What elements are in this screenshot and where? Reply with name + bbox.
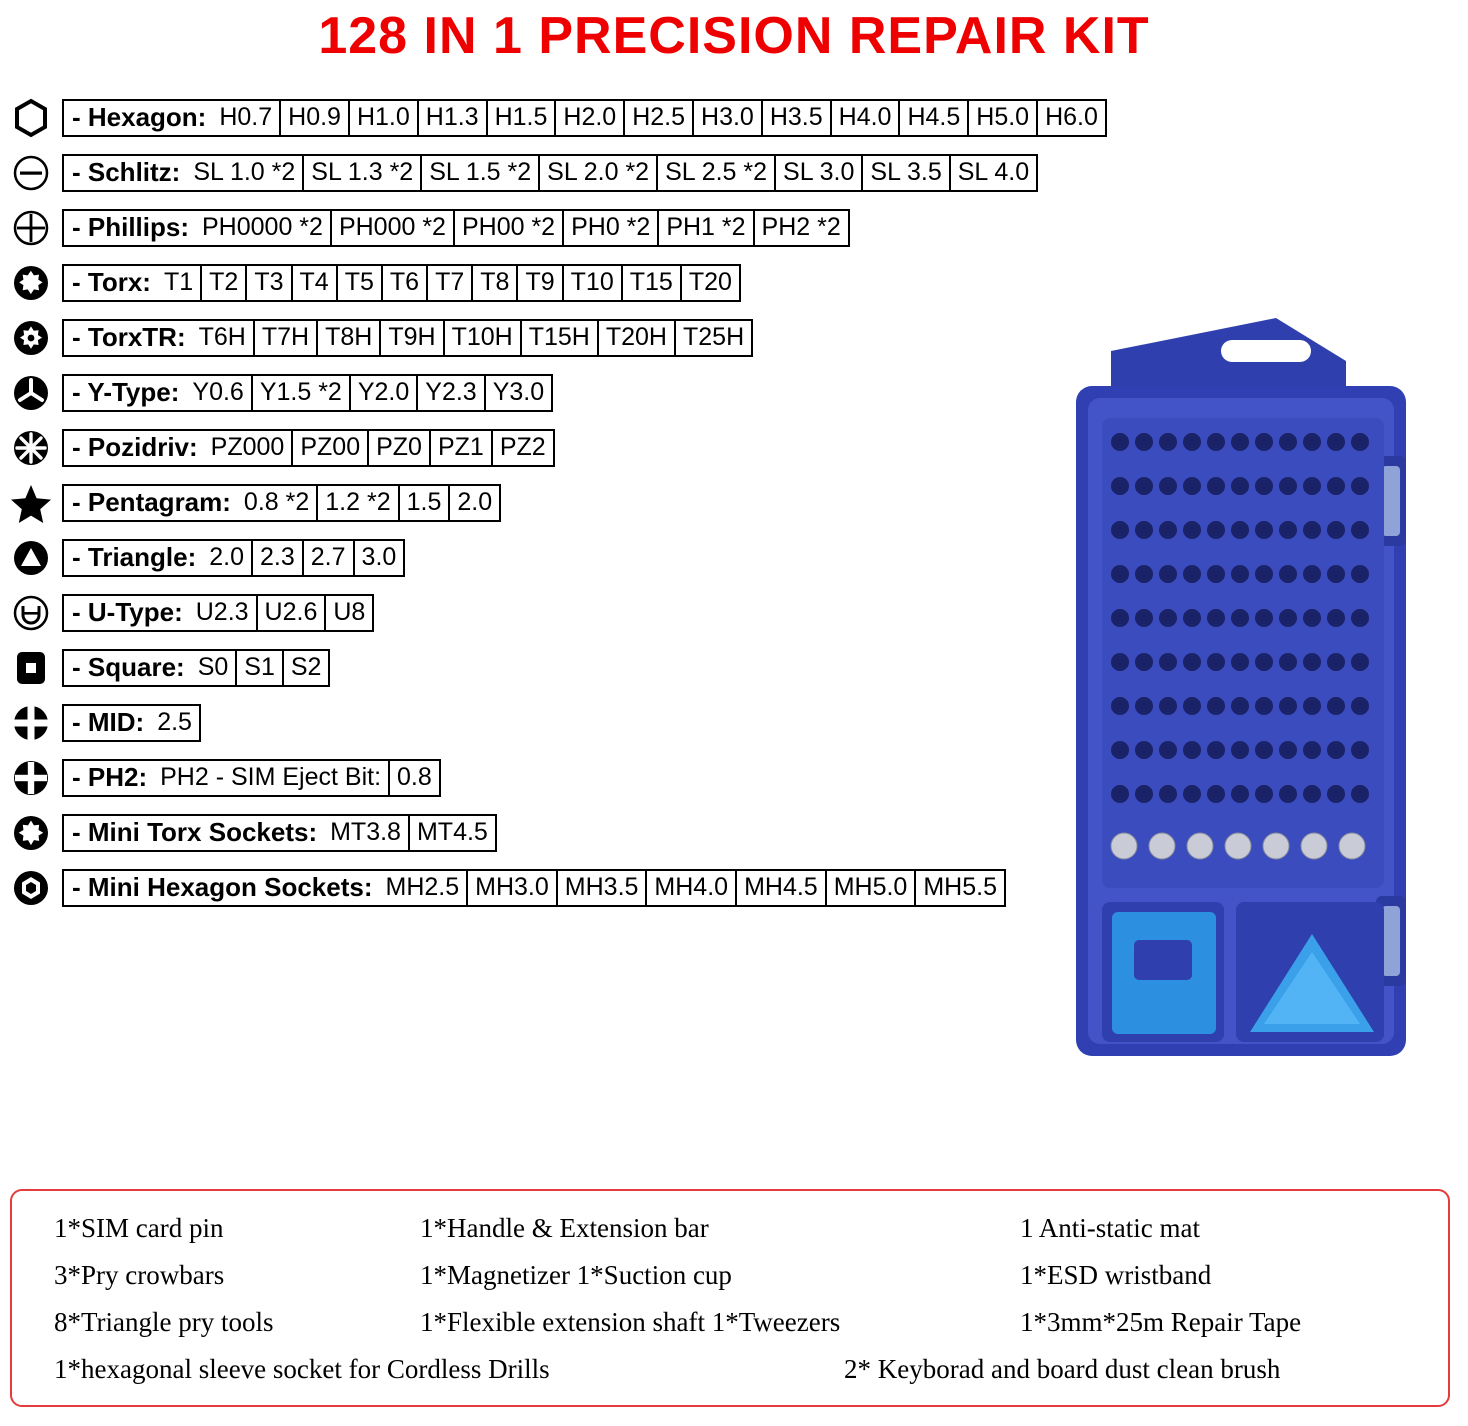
spec-cell: PZ2 bbox=[493, 429, 555, 467]
mid-icon bbox=[8, 700, 54, 746]
spec-row bbox=[8, 860, 1008, 915]
spec-cell: PZ00 bbox=[293, 429, 369, 467]
spec-row bbox=[8, 255, 1008, 310]
spec-cell: T15 bbox=[623, 264, 682, 302]
spec-cell: PZ1 bbox=[431, 429, 493, 467]
spec-row bbox=[8, 695, 1008, 750]
triangle-icon bbox=[8, 535, 54, 581]
accessory-item: 2* Keyborad and board dust clean brush bbox=[844, 1354, 1281, 1384]
spec-row-values bbox=[157, 264, 741, 302]
spec-cell: MH3.0 bbox=[468, 869, 558, 907]
spec-row-label: - MID: bbox=[62, 704, 150, 742]
spec-row-label: - TorxTR: bbox=[62, 319, 192, 357]
spec-cell: 2.5 bbox=[150, 704, 201, 742]
spec-row-values bbox=[204, 429, 555, 467]
spec-cell: H0.7 bbox=[212, 99, 281, 137]
hexagon-icon bbox=[8, 95, 54, 141]
spec-cell: H5.0 bbox=[969, 99, 1038, 137]
spec-cell: T8H bbox=[318, 319, 381, 357]
spec-cell: SL 1.3 *2 bbox=[304, 154, 422, 192]
accessory-item: 1*hexagonal sleeve socket for Cordless Drills bbox=[54, 1354, 550, 1384]
spec-cell: SL 3.0 bbox=[776, 154, 863, 192]
spec-cell: T20 bbox=[682, 264, 741, 302]
spec-row bbox=[8, 310, 1008, 365]
spec-cell: SL 1.5 *2 bbox=[422, 154, 540, 192]
spec-row-values bbox=[192, 319, 754, 357]
mini-hexagon-socket-icon bbox=[8, 865, 54, 911]
pentagram-icon bbox=[8, 480, 54, 526]
spec-cell: H1.0 bbox=[350, 99, 419, 137]
spec-cell: T4 bbox=[293, 264, 338, 302]
spec-row bbox=[8, 90, 1098, 145]
spec-cell: MH5.5 bbox=[916, 869, 1006, 907]
page-title: 128 IN 1 PRECISION REPAIR KIT bbox=[318, 7, 1150, 65]
spec-cell: PH0000 *2 bbox=[195, 209, 332, 247]
spec-cell: T1 bbox=[157, 264, 202, 302]
spec-cell: S1 bbox=[237, 649, 284, 687]
spec-row bbox=[8, 640, 1008, 695]
accessory-row bbox=[30, 1299, 1430, 1346]
accessories-panel bbox=[10, 1189, 1450, 1407]
accessory-row bbox=[30, 1205, 1430, 1252]
spec-row-label: - Pozidriv: bbox=[62, 429, 204, 467]
accessory-row bbox=[30, 1252, 1430, 1299]
spec-cell: PH00 *2 bbox=[455, 209, 564, 247]
spec-cell: Y0.6 bbox=[185, 374, 252, 412]
spec-row-values bbox=[150, 704, 201, 742]
spec-row-label: - Y-Type: bbox=[62, 374, 185, 412]
spec-row bbox=[8, 145, 1030, 200]
spec-cell: PH2 - SIM Eject Bit: bbox=[153, 759, 390, 797]
spec-cell: 0.8 bbox=[390, 759, 441, 797]
spec-row bbox=[8, 585, 1008, 640]
spec-cell: 0.8 *2 bbox=[237, 484, 318, 522]
spec-row bbox=[8, 365, 1008, 420]
accessory-item: 1*Flexible extension shaft 1*Tweezers bbox=[420, 1307, 841, 1337]
spec-row-values bbox=[237, 484, 501, 522]
spec-cell: H6.0 bbox=[1038, 99, 1107, 137]
spec-row-label: - U-Type: bbox=[62, 594, 189, 632]
spec-cell: S0 bbox=[191, 649, 238, 687]
spec-cell: H0.9 bbox=[281, 99, 350, 137]
spec-cell: H2.5 bbox=[625, 99, 694, 137]
spec-cell: MH5.0 bbox=[827, 869, 917, 907]
spec-row-label: - Pentagram: bbox=[62, 484, 237, 522]
spec-row-label: - Torx: bbox=[62, 264, 157, 302]
spec-row-values bbox=[212, 99, 1107, 137]
spec-cell: U2.3 bbox=[189, 594, 258, 632]
spec-cell: PZ0 bbox=[369, 429, 431, 467]
spec-row-values bbox=[189, 594, 375, 632]
product-photo bbox=[1016, 306, 1446, 1066]
spec-cell: MH4.5 bbox=[737, 869, 827, 907]
phillips-icon bbox=[8, 205, 54, 251]
spec-row bbox=[8, 420, 1008, 475]
spec-cell: SL 2.0 *2 bbox=[540, 154, 658, 192]
spec-row-label: - Triangle: bbox=[62, 539, 202, 577]
spec-cell: SL 3.5 bbox=[863, 154, 950, 192]
spec-row-label: - Schlitz: bbox=[62, 154, 186, 192]
spec-row-values bbox=[195, 209, 850, 247]
spec-cell: 2.3 bbox=[253, 539, 304, 577]
spec-cell: 2.7 bbox=[304, 539, 355, 577]
spec-row bbox=[8, 805, 1008, 860]
spec-cell: H3.0 bbox=[694, 99, 763, 137]
spec-row bbox=[8, 475, 1008, 530]
spec-cell: U2.6 bbox=[258, 594, 327, 632]
torx-tamper-resistant-icon bbox=[8, 315, 54, 361]
spec-cell: H3.5 bbox=[763, 99, 832, 137]
spec-row bbox=[8, 530, 1008, 585]
spec-cell: PH0 *2 bbox=[564, 209, 659, 247]
spec-cell: T15H bbox=[522, 319, 599, 357]
spec-cell: 3.0 bbox=[355, 539, 406, 577]
spec-row bbox=[8, 750, 1008, 805]
spec-cell: H1.3 bbox=[419, 99, 488, 137]
spec-cell: 1.2 *2 bbox=[318, 484, 399, 522]
accessory-item: 8*Triangle pry tools bbox=[54, 1307, 274, 1337]
spec-row-label: - Phillips: bbox=[62, 209, 195, 247]
u-type-icon bbox=[8, 590, 54, 636]
spec-cell: U8 bbox=[326, 594, 374, 632]
spec-row-label: - Mini Hexagon Sockets: bbox=[62, 869, 379, 907]
accessory-item: 1*SIM card pin bbox=[54, 1213, 224, 1243]
spec-cell: 2.0 bbox=[450, 484, 501, 522]
spec-cell: T7H bbox=[255, 319, 318, 357]
spec-cell: PH1 *2 bbox=[659, 209, 754, 247]
ph2-icon bbox=[8, 755, 54, 801]
spec-cell: Y2.3 bbox=[418, 374, 485, 412]
accessory-item: 1 Anti-static mat bbox=[1020, 1213, 1200, 1243]
spec-cell: MH3.5 bbox=[558, 869, 648, 907]
spec-cell: H2.0 bbox=[556, 99, 625, 137]
spec-cell: Y2.0 bbox=[351, 374, 418, 412]
accessory-item: 3*Pry crowbars bbox=[54, 1260, 225, 1290]
accessory-item: 1*Handle & Extension bar bbox=[420, 1213, 709, 1243]
accessory-row bbox=[30, 1346, 1430, 1393]
spec-cell: T7 bbox=[428, 264, 473, 302]
spec-cell: T6H bbox=[192, 319, 255, 357]
spec-cell: SL 4.0 bbox=[951, 154, 1038, 192]
spec-cell: SL 2.5 *2 bbox=[658, 154, 776, 192]
spec-cell: T9 bbox=[518, 264, 563, 302]
spec-cell: Y3.0 bbox=[486, 374, 553, 412]
spec-row-label: - Square: bbox=[62, 649, 191, 687]
spec-cell: PZ000 bbox=[204, 429, 294, 467]
spec-row-values bbox=[186, 154, 1038, 192]
spec-cell: MT4.5 bbox=[410, 814, 497, 852]
spec-row-label: - PH2: bbox=[62, 759, 153, 797]
spec-cell: H4.5 bbox=[900, 99, 969, 137]
spec-cell: H4.0 bbox=[832, 99, 901, 137]
spec-row-label: - Mini Torx Sockets: bbox=[62, 814, 323, 852]
pozidriv-icon bbox=[8, 425, 54, 471]
spec-cell: Y1.5 *2 bbox=[253, 374, 351, 412]
spec-cell: T25H bbox=[676, 319, 753, 357]
torx-icon bbox=[8, 260, 54, 306]
spec-cell: T10H bbox=[445, 319, 522, 357]
spec-row-values bbox=[379, 869, 1006, 907]
spec-cell: T8 bbox=[473, 264, 518, 302]
spec-row-label: - Hexagon: bbox=[62, 99, 212, 137]
slotted-icon bbox=[8, 150, 54, 196]
spec-cell: MH4.0 bbox=[647, 869, 737, 907]
accessory-item: 1*Magnetizer 1*Suction cup bbox=[420, 1260, 732, 1290]
spec-cell: 2.0 bbox=[202, 539, 253, 577]
spec-cell: SL 1.0 *2 bbox=[186, 154, 304, 192]
y-type-icon bbox=[8, 370, 54, 416]
spec-row bbox=[8, 200, 1008, 255]
spec-cell: S2 bbox=[284, 649, 331, 687]
spec-cell: T3 bbox=[247, 264, 292, 302]
spec-cell: MH2.5 bbox=[379, 869, 469, 907]
spec-cell: PH000 *2 bbox=[332, 209, 455, 247]
spec-row-values bbox=[323, 814, 497, 852]
spec-cell: T6 bbox=[383, 264, 428, 302]
accessory-item: 1*3mm*25m Repair Tape bbox=[1020, 1307, 1302, 1337]
bit-spec-table bbox=[8, 90, 1098, 915]
spec-row-values bbox=[202, 539, 405, 577]
spec-row-values bbox=[185, 374, 553, 412]
spec-row-values bbox=[191, 649, 331, 687]
square-icon bbox=[8, 645, 54, 691]
spec-cell: 1.5 bbox=[400, 484, 451, 522]
spec-cell: H1.5 bbox=[488, 99, 557, 137]
spec-cell: PH2 *2 bbox=[755, 209, 850, 247]
spec-cell: T5 bbox=[338, 264, 383, 302]
spec-cell: T20H bbox=[599, 319, 676, 357]
spec-cell: MT3.8 bbox=[323, 814, 410, 852]
spec-row-values bbox=[153, 759, 441, 797]
spec-cell: T10 bbox=[564, 264, 623, 302]
accessory-item: 1*ESD wristband bbox=[1020, 1260, 1212, 1290]
spec-cell: T2 bbox=[202, 264, 247, 302]
mini-torx-socket-icon bbox=[8, 810, 54, 856]
spec-cell: T9H bbox=[381, 319, 444, 357]
